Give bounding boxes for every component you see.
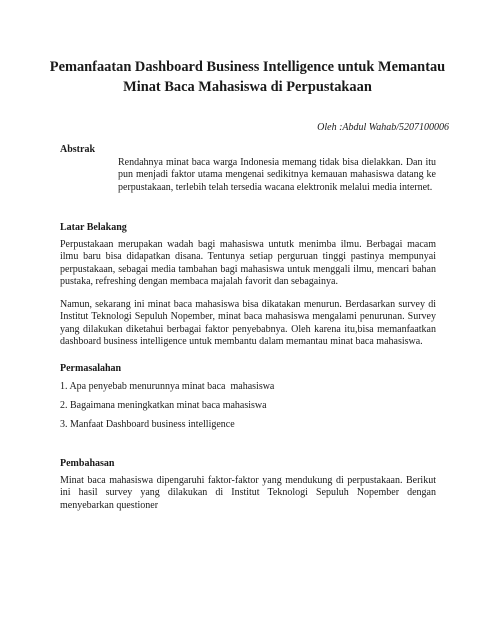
title-line-2: Minat Baca Mahasiswa di Perpustakaan xyxy=(123,79,372,95)
problem-item-3: 3. Manfaat Dashboard business intelligence xyxy=(60,419,235,430)
abstract-text: Rendahnya minat baca warga Indonesia memang tidak bisa dielakkan. Dan itu pun menjadi faktor utama mengenai sedikitnya kemauan mahasiswa datang ke perpustakaan, terlebih telah tersedia wacana elektronik melalui media internet. xyxy=(118,157,436,193)
problem-item-1: 1. Apa penyebab menurunnya minat baca mahasiswa xyxy=(60,381,275,392)
document-title xyxy=(40,57,455,97)
author-line: Oleh :Abdul Wahab/5207100006 xyxy=(317,122,449,133)
background-paragraph-1: Perpustakaan merupakan wadah bagi mahasiswa untutk menimba ilmu. Berbagai macam ilmu baru bisa didapatkan disana. Tentunya setiap perguruan tinggi pastinya mempunyai perpustakaan, sebagai media tambahan bagi mahasiswa untuk menggali ilmu, mencari bahan pustaka, refreshing dengan membaca majalah favorit dan sebagainya. xyxy=(60,239,436,288)
background-heading: Latar Belakang xyxy=(60,222,127,233)
background-paragraph-2: Namun, sekarang ini minat baca mahasiswa bisa dikatakan menurun. Berdasarkan survey di Institut Teknologi Sepuluh Nopember, minat baca mahasiswa mengalami penurunan. Survey yang dilakukan diketahui berbagai faktor penyebabnya. Oleh karena itu,bisa memanfaatkan dashboard business intelligence untuk membantu dalam memantau minat baca mahasiswa. xyxy=(60,299,436,348)
discussion-heading: Pembahasan xyxy=(60,458,115,469)
problem-item-2: 2. Bagaimana meningkatkan minat baca mahasiswa xyxy=(60,400,267,411)
discussion-paragraph-1: Minat baca mahasiswa dipengaruhi faktor-faktor yang mendukung di perpustakaan. Berikut ini hasil survey yang dilakukan di Institut Teknologi Sepuluh Nopember dengan menyebarkan questioner xyxy=(60,475,436,511)
problems-heading: Permasalahan xyxy=(60,363,122,374)
title-line-1: Pemanfaatan Dashboard Business Intelligence untuk Memantau xyxy=(49,59,446,75)
abstract-heading: Abstrak xyxy=(60,144,96,155)
